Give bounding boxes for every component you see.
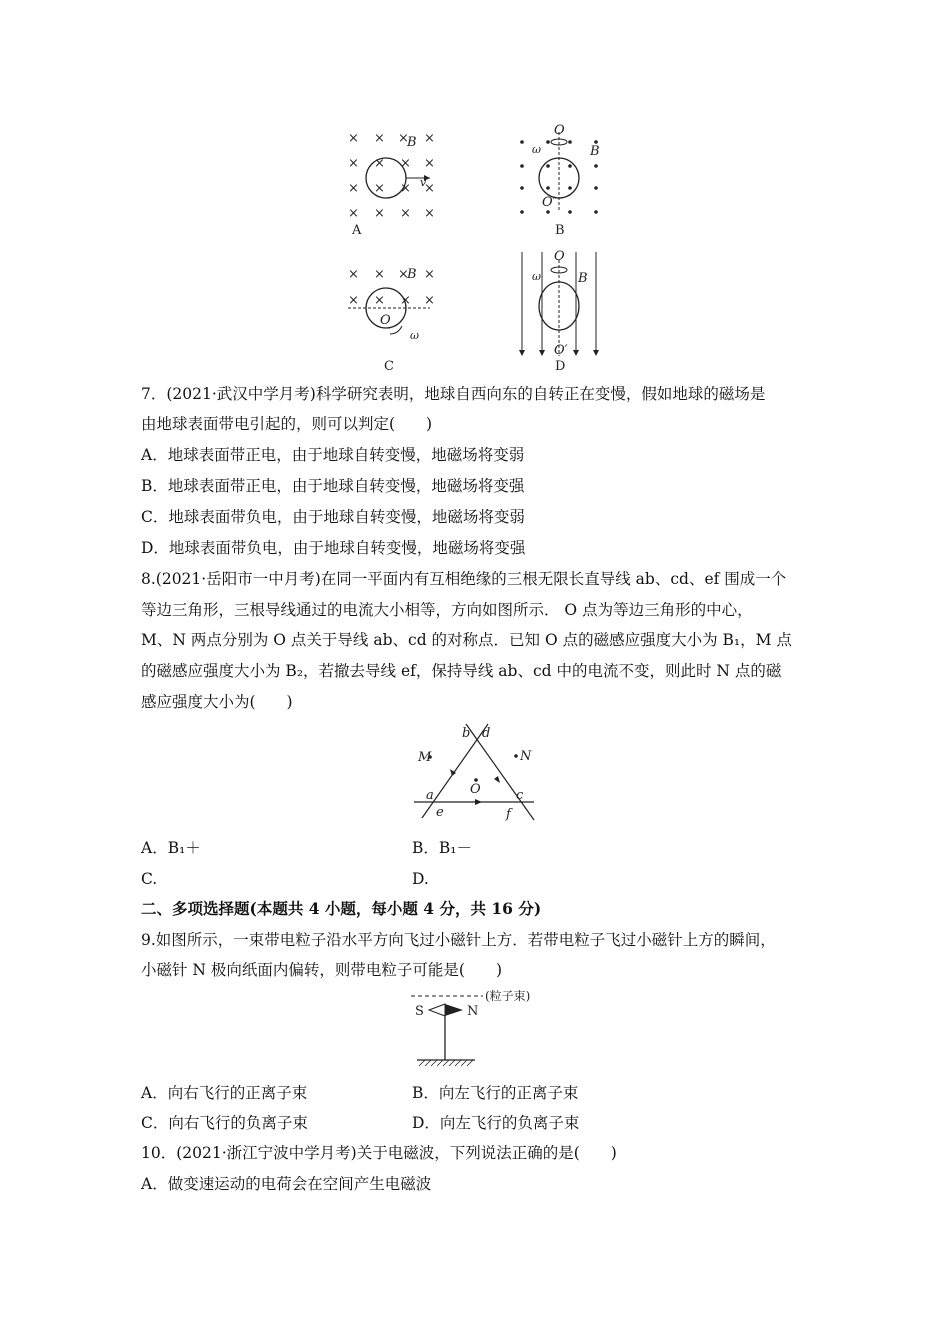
- label-oprime-b: O′: [542, 195, 556, 210]
- svg-text:×: ×: [374, 181, 385, 196]
- svg-text:×: ×: [424, 156, 435, 171]
- q9-option-b: B．向左飞行的正离子束: [412, 1084, 579, 1102]
- q10-option-a: A．做变速运动的电荷会在空间产生电磁波: [141, 1175, 432, 1193]
- svg-text:×: ×: [424, 267, 435, 282]
- label-o: O: [470, 782, 481, 797]
- q8-stem-line1: 8.(2021·岳阳市一中月考)在同一平面内有互相绝缘的三根无限长直导线 ab、cd、ef 围成一个: [141, 570, 787, 588]
- label-c: C: [384, 359, 394, 374]
- q8-option-d: D.: [412, 870, 429, 888]
- label-b-d: B: [578, 271, 588, 286]
- label-a: a: [426, 788, 434, 803]
- label-c: c: [516, 788, 524, 803]
- q7-option-a: A．地球表面带正电，由于地球自转变慢，地磁场将变弱: [141, 446, 525, 464]
- q8-stem-line4: 的磁感应强度大小为 B₂，若撤去导线 ef，保持导线 ab、cd 中的电流不变，则此时 N 点的磁: [141, 662, 782, 680]
- svg-text:×: ×: [374, 131, 385, 146]
- svg-text:×: ×: [348, 293, 359, 308]
- q8-stem-line3: M、N 两点分别为 O 点关于导线 ab、cd 的对称点．已知 O 点的磁感应强度大小为 B₁，M 点: [141, 631, 792, 649]
- svg-text:×: ×: [400, 293, 411, 308]
- label-omega-d: ω: [532, 270, 541, 283]
- label-b-c: B: [407, 267, 417, 282]
- label-omega-c: ω: [410, 329, 419, 342]
- label-oprime-d: O′: [554, 343, 568, 358]
- figure-compass-needle: [405, 986, 545, 1068]
- svg-text:×: ×: [398, 267, 409, 282]
- diagram-b: [520, 123, 599, 238]
- q8-stem-line5: 感应强度大小为( ): [141, 693, 293, 711]
- label-s: S: [415, 1004, 424, 1019]
- q9-option-d: D．向左飞行的负离子束: [412, 1114, 580, 1132]
- svg-text:×: ×: [400, 181, 411, 196]
- label-o-c: O: [380, 313, 391, 328]
- label-omega-b: ω: [532, 143, 541, 156]
- svg-text:×: ×: [348, 267, 359, 282]
- label-e: e: [436, 805, 444, 820]
- label-n: N: [520, 749, 532, 764]
- q7-stem-line1: 7．(2021·武汉中学月考)科学研究表明，地球自西向东的自转正在变慢，假如地球的磁场是: [141, 385, 766, 403]
- svg-text:×: ×: [400, 156, 411, 171]
- q7-stem-line2: 由地球表面带电引起的，则可以判定( ): [141, 415, 433, 433]
- svg-text:×: ×: [398, 131, 409, 146]
- q7-option-b: B．地球表面带正电，由于地球自转变慢，地磁场将变强: [141, 477, 525, 495]
- q9-option-a: A．向右飞行的正离子束: [141, 1084, 308, 1102]
- svg-text:×: ×: [348, 206, 359, 221]
- svg-text:×: ×: [348, 156, 359, 171]
- label-m: M: [418, 750, 432, 765]
- figure-triangle-wires: [410, 722, 545, 822]
- svg-text:×: ×: [374, 156, 385, 171]
- figure-field-diagrams: [330, 120, 630, 375]
- q9-stem-line2: 小磁针 N 极向纸面内偏转，则带电粒子可能是( ): [141, 961, 503, 979]
- svg-text:×: ×: [424, 131, 435, 146]
- svg-text:×: ×: [424, 293, 435, 308]
- svg-text:×: ×: [348, 181, 359, 196]
- q8-option-a: A．B₁＋: [141, 839, 201, 857]
- diagram-d: [519, 249, 599, 374]
- q7-option-c: C．地球表面带负电，由于地球自转变慢，地磁场将变弱: [141, 508, 525, 526]
- q8-stem-line2: 等边三角形，三根导线通过的电流大小相等，方向如图所示． O 点为等边三角形的中心，: [141, 601, 753, 619]
- svg-text:×: ×: [374, 267, 385, 282]
- svg-text:×: ×: [424, 206, 435, 221]
- label-o-b: O: [554, 123, 565, 138]
- label-d: d: [482, 726, 491, 741]
- diagram-c: [348, 267, 435, 374]
- svg-text:×: ×: [424, 181, 435, 196]
- diagram-a: [348, 131, 435, 238]
- label-b-a: B: [407, 135, 417, 150]
- q9-option-c: C．向右飞行的负离子束: [141, 1114, 308, 1132]
- beam-label: (粒子束): [485, 989, 531, 1003]
- label-o-d: O: [554, 249, 565, 264]
- label-a: A: [352, 223, 362, 238]
- label-f: f: [506, 807, 511, 822]
- label-b-b: B: [590, 144, 600, 159]
- svg-text:×: ×: [374, 206, 385, 221]
- section-heading: 二、多项选择题(本题共 4 小题，每小题 4 分，共 16 分): [141, 899, 542, 918]
- label-n-needle: N: [467, 1004, 479, 1019]
- svg-text:×: ×: [374, 293, 385, 308]
- q8-option-c: C.: [141, 870, 158, 888]
- svg-text:×: ×: [400, 206, 411, 221]
- svg-text:×: ×: [348, 131, 359, 146]
- label-b: b: [462, 726, 471, 741]
- label-v: v: [420, 176, 427, 189]
- q7-option-d: D．地球表面带负电，由于地球自转变慢，地磁场将变强: [141, 539, 526, 557]
- q9-stem-line1: 9.如图所示，一束带电粒子沿水平方向飞过小磁针上方．若带电粒子飞过小磁针上方的瞬间，: [141, 931, 776, 949]
- label-b: B: [555, 223, 565, 238]
- q10-stem: 10．(2021·浙江宁波中学月考)关于电磁波，下列说法正确的是( ): [141, 1144, 617, 1162]
- label-d: D: [555, 359, 566, 374]
- q8-option-b: B．B₁－: [412, 839, 472, 857]
